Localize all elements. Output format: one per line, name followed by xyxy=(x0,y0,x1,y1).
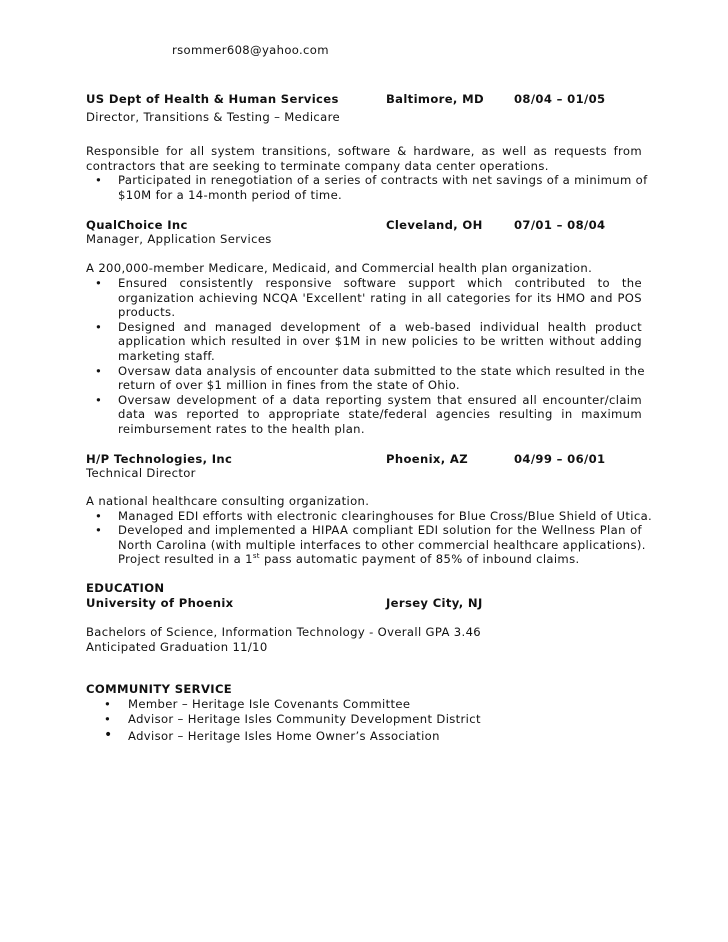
community-heading: COMMUNITY SERVICE xyxy=(86,682,233,696)
job-dates: 07/01 – 08/04 xyxy=(514,218,606,232)
bullet-icon: • xyxy=(95,276,103,290)
job-location: Cleveland, OH xyxy=(386,218,483,232)
job-dates: 04/99 – 06/01 xyxy=(514,452,606,466)
education-graduation: Anticipated Graduation 11/10 xyxy=(86,639,268,654)
job-header-row xyxy=(86,92,642,107)
bullet-text-line: data was reported to appropriate state/federal agencies resulting in maximum xyxy=(118,407,642,422)
job-title: Manager, Application Services xyxy=(86,232,272,246)
job-summary-line: A national healthcare consulting organization. xyxy=(86,494,370,508)
job-title: Technical Director xyxy=(86,466,196,480)
bullet-text-line: reimbursement rates to the health plan. xyxy=(118,422,365,436)
bullet-text-line: Participated in renegotiation of a series of contracts with net savings of a minimum of xyxy=(118,173,648,188)
bullet-text-line: application which resulted in over $1M in new policies to be written without adding xyxy=(118,334,642,349)
job-employer: QualChoice Inc xyxy=(86,218,188,232)
ordinal-superscript: st xyxy=(252,552,260,561)
education-row xyxy=(86,596,642,611)
community-item: Member – Heritage Isle Covenants Committee xyxy=(128,697,411,711)
education-school: University of Phoenix xyxy=(86,595,234,610)
bullet-icon: • xyxy=(95,363,103,378)
bullet-icon: • xyxy=(95,508,103,523)
bullet-icon: • xyxy=(95,523,103,538)
job-summary-line: contractors that are seeking to terminate company data center operations. xyxy=(86,158,549,173)
bullet-text-line: products. xyxy=(118,305,176,320)
job-summary-line: Responsible for all system transitions, software & hardware, as well as requests from xyxy=(86,144,642,158)
job-header-row xyxy=(86,452,642,467)
job-employer: US Dept of Health & Human Services xyxy=(86,92,339,106)
bullet-icon: • xyxy=(104,727,113,743)
bullet-text-segment: pass automatic payment of 85% of inbound claims. xyxy=(259,552,580,567)
bullet-text-line: Managed EDI efforts with electronic clearinghouses for Blue Cross/Blue Shield of Utica. xyxy=(118,508,653,523)
job-location: Phoenix, AZ xyxy=(386,452,468,466)
bullet-text-line: $10M for a 14-month period of time. xyxy=(118,187,343,202)
bullet-text-line xyxy=(118,552,642,567)
contact-email: rsommer608@yahoo.com xyxy=(172,43,329,57)
job-dates: 08/04 – 01/05 xyxy=(514,92,606,106)
bullet-text-line: Oversaw data analysis of encounter data submitted to the state which resulted in the xyxy=(118,363,645,378)
job-summary-line: A 200,000-member Medicare, Medicaid, and Commercial health plan organization. xyxy=(86,261,593,275)
bullet-text-line: Developed and implemented a HIPAA compliant EDI solution for the Wellness Plan of xyxy=(118,523,642,538)
job-location: Baltimore, MD xyxy=(386,92,484,106)
bullet-icon: • xyxy=(104,711,112,726)
bullet-text-line: Designed and managed development of a web-based individual health product xyxy=(118,319,642,334)
bullet-text-line: marketing staff. xyxy=(118,349,216,363)
bullet-icon: • xyxy=(95,392,103,407)
job-title: Director, Transitions & Testing – Medicare xyxy=(86,110,340,124)
community-item: Advisor – Heritage Isles Community Development District xyxy=(128,711,481,726)
education-degree: Bachelors of Science, Information Technology - Overall GPA 3.46 xyxy=(86,625,482,639)
community-item: Advisor – Heritage Isles Home Owner’s Association xyxy=(128,728,440,743)
bullet-icon: • xyxy=(95,319,103,334)
bullet-icon: • xyxy=(95,173,103,188)
job-employer: H/P Technologies, Inc xyxy=(86,452,233,466)
education-location: Jersey City, NJ xyxy=(386,595,483,610)
bullet-text-line: North Carolina (with multiple interfaces to other commercial healthcare applications). xyxy=(118,537,646,552)
bullet-text-line: organization achieving NCQA 'Excellent' rating in all categories for its HMO and POS xyxy=(118,290,642,305)
bullet-icon: • xyxy=(104,697,112,711)
bullet-text-line: return of over $1 million in fines from the state of Ohio. xyxy=(118,378,460,393)
bullet-text-line: Oversaw development of a data reporting system that ensured all encounter/claim xyxy=(118,392,642,407)
job-header-row xyxy=(86,218,642,233)
bullet-text-line: Ensured consistently responsive software support which contributed to the xyxy=(118,276,642,290)
bullet-text-segment: Project resulted in a 1 xyxy=(118,552,253,567)
education-heading: EDUCATION xyxy=(86,581,165,595)
